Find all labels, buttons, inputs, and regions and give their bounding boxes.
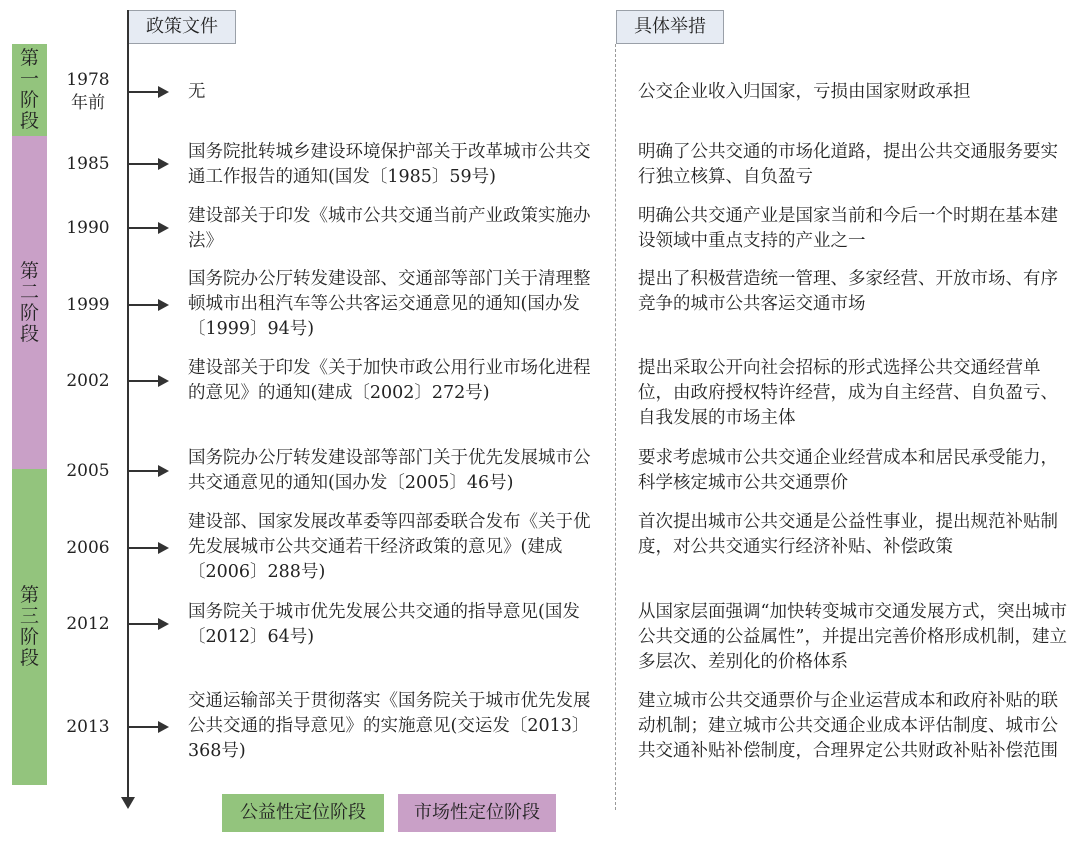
policy-text: 国务院批转城乡建设环境保护部关于改革城市公共交通工作报告的通知(国发〔1985〕59号) <box>188 142 591 187</box>
timeline-arrow <box>129 163 167 165</box>
timeline-arrow <box>129 304 167 306</box>
policy-text: 无 <box>188 82 206 102</box>
measure-text: 建立城市公共交通票价与企业运营成本和政府补贴的联动机制；建立城市公共交通企业成本评估制度、城市公共交通补贴补偿制度，合理界定公共财政补贴补偿范围 <box>638 691 1058 761</box>
measure-text: 明确公共交通产业是国家当前和今后一个时期在基本建设领域中重点支持的产业之一 <box>638 206 1058 251</box>
timeline-arrow <box>129 547 167 549</box>
year-label: 1985 <box>66 154 110 174</box>
year-label: 2002 <box>66 371 110 391</box>
policy-text: 国务院关于城市优先发展公共交通的指导意见(国发〔2012〕64号) <box>188 602 580 647</box>
measure-text: 从国家层面强调“加快转变城市交通发展方式，突出城市公共交通的公益属性”，并提出完善价格形成机制，建立多层次、差别化的价格体系 <box>638 602 1067 672</box>
timeline-arrow <box>129 470 167 472</box>
timeline-arrow <box>129 91 167 93</box>
timeline-arrow <box>129 380 167 382</box>
stage-2-label: 第二阶段 <box>19 259 39 345</box>
policy-text: 交通运输部关于贯彻落实《国务院关于城市优先发展公共交通的指导意见》的实施意见(交运发〔2013〕368号) <box>188 691 591 761</box>
timeline-arrow <box>129 623 167 625</box>
year-label: 2013 <box>66 717 110 737</box>
measures-header: 具体举措 <box>616 10 724 44</box>
policy-text: 建设部、国家发展改革委等四部委联合发布《关于优先发展城市公共交通若干经济政策的意见》(建成〔2006〕288号) <box>188 512 591 582</box>
stage-2-band <box>12 136 47 469</box>
measure-text: 提出了积极营造统一管理、多家经营、开放市场、有序竞争的城市公共客运交通市场 <box>638 269 1058 314</box>
year-label: 1978年前 <box>66 70 110 113</box>
measure-text: 公交企业收入归国家，亏损由国家财政承担 <box>638 82 971 102</box>
stage-1-label: 第一阶段 <box>19 47 39 132</box>
stage-3-label: 第三阶段 <box>19 584 39 669</box>
policy-text: 国务院办公厅转发建设部等部门关于优先发展城市公共交通意见的通知(国办发〔2005〕46号) <box>188 448 591 493</box>
timeline-arrowhead <box>121 797 135 809</box>
year-label: 1999 <box>66 295 110 315</box>
measure-text: 明确了公共交通的市场化道路，提出公共交通服务要实行独立核算、自负盈亏 <box>638 142 1058 187</box>
legend-market: 市场性定位阶段 <box>398 794 556 832</box>
timeline-axis <box>127 10 129 802</box>
policy-text: 国务院办公厅转发建设部、交通部等部门关于清理整顿城市出租汽车等公共客运交通意见的通知(国办发〔1999〕94号) <box>188 269 591 339</box>
stage-1-band <box>12 44 47 136</box>
year-label: 1990 <box>66 218 110 238</box>
timeline-arrow <box>129 227 167 229</box>
column-divider <box>615 44 616 810</box>
stage-3-band <box>12 469 47 785</box>
policy-text: 建设部关于印发《城市公共交通当前产业政策实施办法》 <box>188 206 591 251</box>
policy-header: 政策文件 <box>128 10 236 44</box>
legend-public-welfare: 公益性定位阶段 <box>222 794 384 832</box>
measure-text: 首次提出城市公共交通是公益性事业，提出规范补贴制度，对公共交通实行经济补贴、补偿政策 <box>638 512 1058 557</box>
year-label: 2006 <box>66 538 110 558</box>
policy-text: 建设部关于印发《关于加快市政公用行业市场化进程的意见》的通知(建成〔2002〕272号) <box>188 358 591 403</box>
measure-text: 提出采取公开向社会招标的形式选择公共交通经营单位，由政府授权特许经营，成为自主经营、自负盈亏、自我发展的市场主体 <box>638 358 1058 428</box>
year-label: 2005 <box>66 461 110 481</box>
year-label: 2012 <box>66 614 110 634</box>
measure-text: 要求考虑城市公共交通企业经营成本和居民承受能力，科学核定城市公共交通票价 <box>638 448 1058 493</box>
timeline-arrow <box>129 726 167 728</box>
